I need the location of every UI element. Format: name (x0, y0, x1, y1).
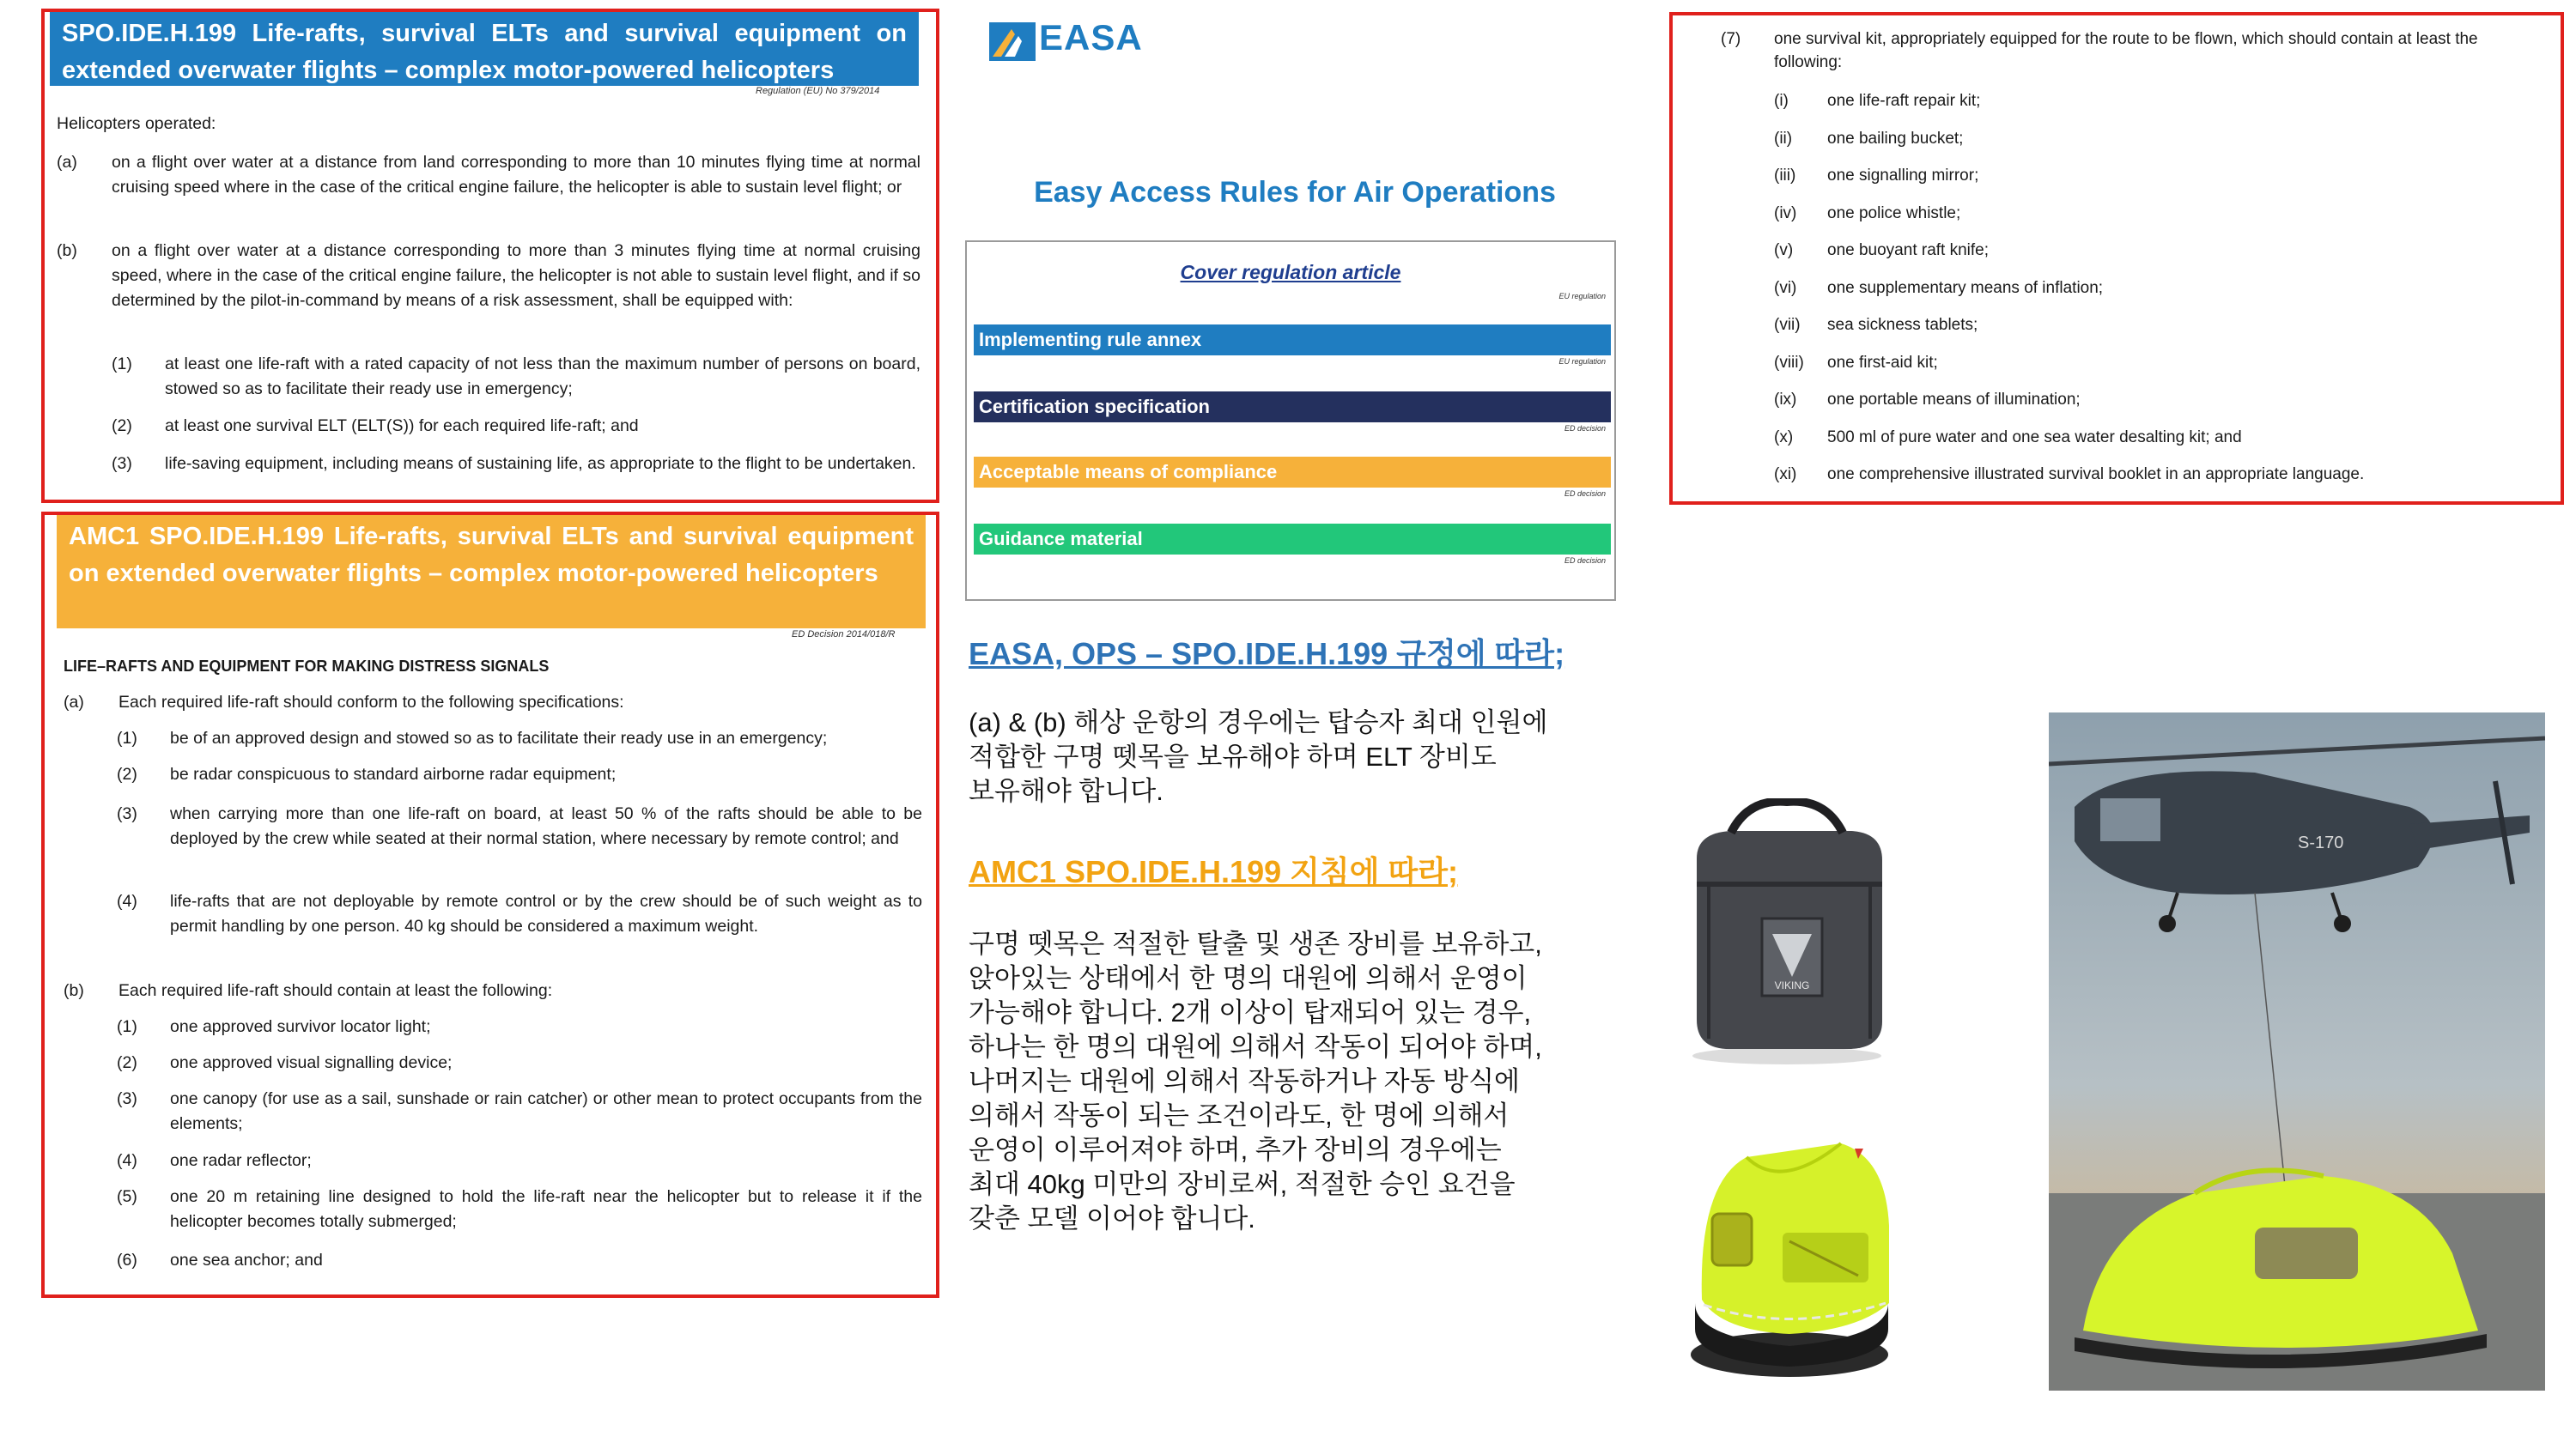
para-line: 적합한 구명 뗏목을 보유해야 하며 ELT 장비도 (969, 742, 1497, 772)
para-line: 하나는 한 명의 대원에 의해서 작동이 되어야 하며, (969, 1032, 1542, 1062)
item-text: at least one life-raft with a rated capacity of not less than the maximum number of persons on board, stowed so as to facilitate their ready use in emergency; (165, 355, 920, 398)
heading-amc: AMC1 SPO.IDE.H.199 지침에 따라; (969, 854, 1458, 889)
item-label: (3) (117, 804, 137, 823)
item-text: Each required life-raft should contain at least the following: (118, 981, 553, 1000)
bag-brand: VIKING (1774, 979, 1810, 991)
amc-title: AMC1 SPO.IDE.H.199 Life-rafts, survival ELTs and survival equipment on extended overwater flights – complex motor-powered helicopters (57, 515, 926, 628)
item-label: (4) (117, 1151, 137, 1170)
korean-para-2 (969, 927, 1542, 1236)
regulation-subitem-1 (112, 352, 920, 403)
para-line: 나머지는 대원에 의해서 작동하거나 자동 방식에 (969, 1066, 1520, 1096)
item-label: (viii) (1774, 353, 1804, 372)
item-text: at least one survival ELT (ELT(S)) for each required life-raft; and (165, 416, 639, 435)
amc-item-b (64, 979, 922, 1004)
para-line: 보유해야 합니다. (969, 776, 1163, 806)
item-label: (a) (64, 693, 84, 712)
item-text: be radar conspicuous to standard airborne radar equipment; (170, 765, 617, 784)
amc-a-subitem-3 (117, 802, 922, 879)
item-label: (4) (117, 892, 137, 911)
easa-logo-text: EASA (1039, 17, 1143, 58)
helicopter-registration: S-170 (2298, 834, 2344, 852)
survival-kit-text: one survival kit, appropriately equipped for the route to be flown, which should contain at least the following: (1774, 30, 2478, 71)
item-label: (iv) (1774, 203, 1797, 222)
item-label: (v) (1774, 241, 1794, 259)
item-label: (5) (117, 1187, 137, 1206)
legend-note: ED decision (1564, 556, 1606, 565)
item-label: (ix) (1774, 391, 1797, 409)
legend-bar-implementing: Implementing rule annex (974, 324, 1611, 355)
legend-bar-gm: Guidance material (974, 524, 1611, 555)
item-label: (b) (57, 241, 77, 260)
item-label: (2) (112, 416, 132, 435)
item-label: (3) (117, 1089, 137, 1108)
heading-easa: EASA, OPS – SPO.IDE.H.199 규정에 따라; (969, 636, 1565, 671)
item-text: be of an approved design and stowed so as to facilitate their ready use in an emergency; (170, 729, 828, 748)
item-text: one police whistle; (1827, 203, 1961, 222)
item-text: one sea anchor; and (170, 1251, 323, 1270)
amc-a-subitem-4 (117, 889, 922, 967)
item-text: one radar reflector; (170, 1151, 312, 1170)
regulation-item-b (57, 239, 920, 340)
item-label: (6) (117, 1251, 137, 1270)
amc-reference: ED Decision 2014/018/R (792, 629, 896, 640)
item-text: one signalling mirror; (1827, 167, 1979, 185)
legend-note: EU regulation (1558, 357, 1606, 366)
liferaft-photo (1686, 1131, 1901, 1389)
item-label: (vi) (1774, 278, 1797, 297)
para-line: 구명 뗏목은 적절한 탈출 및 생존 장비를 보유하고, (969, 929, 1542, 959)
item-text: on a flight over water at a distance corresponding to more than 3 minutes flying time at normal cruising speed, where in the case of the critical engine failure, the helicopter is not able to sustain level flight, and if so determined by the pilot-in-command by means of a risk assessment, shall be equipped with: (112, 241, 920, 310)
amc-b-subitem-1 (117, 1015, 922, 1040)
item-label: (b) (64, 981, 84, 1000)
korean-para-1 (969, 706, 1547, 809)
legend-note: ED decision (1564, 424, 1606, 433)
item-text: one bailing bucket; (1827, 129, 1964, 148)
ear-title: Easy Access Rules for Air Operations (1034, 176, 1556, 209)
item-label: (a) (57, 153, 77, 172)
para-line: 가능해야 합니다. 2개 이상이 탑재되어 있는 경우, (969, 997, 1532, 1028)
para-line: 앉아있는 상태에서 한 명의 대원에 의해서 운영이 (969, 963, 1528, 993)
item-text: one approved survivor locator light; (170, 1017, 431, 1036)
regulation-reference: Regulation (EU) No 379/2014 (756, 86, 880, 96)
item-text: sea sickness tablets; (1827, 316, 1978, 334)
amc-a-subitem-2 (117, 762, 922, 788)
para-line: 의해서 작동이 되는 조건이라도, 한 명에 의해서 (969, 1100, 1510, 1131)
item-text: one comprehensive illustrated survival booklet in an appropriate language. (1827, 465, 2365, 483)
item-label: (2) (117, 1053, 137, 1072)
item-text: life-saving equipment, including means of sustaining life, as appropriate to the flight to be undertaken. (165, 454, 916, 473)
item-text: one supplementary means of inflation; (1827, 278, 2104, 297)
regulation-subitem-2 (112, 414, 920, 440)
amc-b-subitem-4 (117, 1149, 922, 1174)
item-text: when carrying more than one life-raft on board, at least 50 % of the rafts should be able to be deployed by the crew while seated at their normal station, where necessary by remote control; and (170, 804, 922, 848)
item-label: (ii) (1774, 129, 1793, 148)
item-text: one first-aid kit; (1827, 353, 1938, 372)
item-label: (1) (117, 729, 137, 748)
legend-title: Cover regulation article (1180, 261, 1401, 283)
item-text: one approved visual signalling device; (170, 1053, 453, 1072)
item-label: (xi) (1774, 465, 1797, 483)
amc-item-a (64, 690, 922, 716)
item-text: 500 ml of pure water and one sea water desalting kit; and (1827, 427, 2242, 446)
item-label: (1) (117, 1017, 137, 1036)
item-label: (iii) (1774, 167, 1796, 185)
para-line: 갖춘 모델 이어야 합니다. (969, 1203, 1255, 1234)
para-line: (a) & (b) 해상 운항의 경우에는 탑승자 최대 인원에 (969, 707, 1548, 737)
amc-b-subitem-2 (117, 1051, 922, 1076)
item-text: one portable means of illumination; (1827, 391, 2081, 409)
para-line: 최대 40kg 미만의 장비로써, 적절한 승인 요건을 (969, 1169, 1516, 1199)
amc-b-subitem-5 (117, 1185, 922, 1236)
legend-note: ED decision (1564, 489, 1606, 498)
amc-section-heading: LIFE–RAFTS AND EQUIPMENT FOR MAKING DISTRESS SIGNALS (64, 658, 550, 675)
helicopter-rescue-photo (2049, 712, 2545, 1391)
easa-logo-icon (989, 22, 1036, 61)
item-text: Each required life-raft should conform to the following specifications: (118, 693, 624, 712)
regulation-intro: Helicopters operated: (57, 114, 216, 133)
item-label: (x) (1774, 427, 1794, 446)
regulation-title: SPO.IDE.H.199 Life-rafts, survival ELTs and survival equipment on extended overwater flights – complex motor-powered helicopters (50, 12, 919, 86)
regulation-subitem-3 (112, 452, 920, 503)
legend-bar-cs: Certification specification (974, 391, 1611, 422)
item-label: (2) (117, 765, 137, 784)
legend-note: EU regulation (1558, 292, 1606, 300)
legend-bar-amc: Acceptable means of compliance (974, 457, 1611, 488)
amc-b-subitem-3 (117, 1087, 922, 1138)
item-text: one canopy (for use as a sail, sunshade or rain catcher) or other mean to protect occupants from the elements; (170, 1089, 922, 1133)
regulation-item-a (57, 150, 920, 227)
amc-b-subitem-6 (117, 1248, 922, 1274)
legend-box (965, 240, 1616, 601)
item-label: (3) (112, 454, 132, 473)
item-text: on a flight over water at a distance from land corresponding to more than 10 minutes flying time at normal cruising speed where in the case of the critical engine failure, the helicopter is able to sustain level flight; or (112, 153, 920, 197)
para-line: 운영이 이루어져야 하며, 추가 장비의 경우에는 (969, 1135, 1502, 1165)
item-text: one buoyant raft knife; (1827, 241, 1990, 259)
item-text: life-rafts that are not deployable by remote control or by the crew should be of such weight as to permit handling by one person. 40 kg should be considered a maximum weight. (170, 892, 922, 936)
amc-a-subitem-1 (117, 726, 922, 752)
survival-kit-label: (7) (1721, 30, 1741, 48)
item-label: (vii) (1774, 316, 1801, 334)
item-label: (i) (1774, 92, 1789, 110)
item-label: (1) (112, 355, 132, 373)
item-text: one 20 m retaining line designed to hold the life-raft near the helicopter but to release it if the helicopter becomes totally submerged; (170, 1187, 922, 1231)
item-text: one life-raft repair kit; (1827, 92, 1981, 110)
survival-bag-photo (1680, 798, 1894, 1073)
